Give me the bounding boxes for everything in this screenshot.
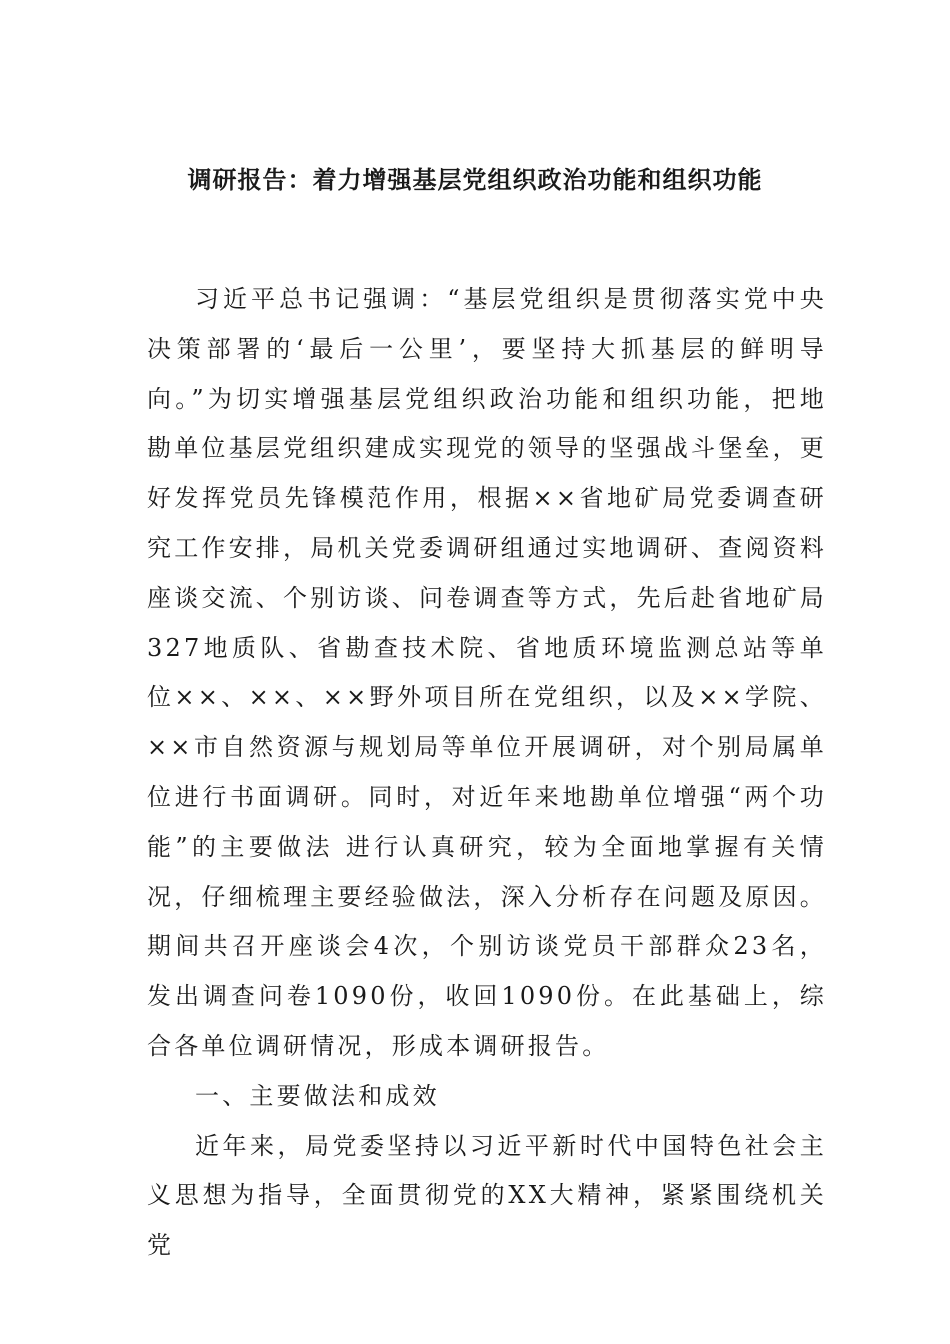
section-paragraph: 近年来，局党委坚持以习近平新时代中国特色社会主义思想为指导，全面贯彻党的XX大精神，紧紧围绕机关党	[147, 1131, 827, 1260]
document-title: 调研报告：着力增强基层党组织政治功能和组织功能	[187, 165, 763, 194]
intro-paragraph: 习近平总书记强调：“基层党组织是贯彻落实党中央决策部署的‘最后一公里’，要坚持大抓基层的鲜明导向。”为切实增强基层党组织政治功能和组织功能，把地勘单位基层党组织建成实现党的领导的坚强战斗堡垒，更好发挥党员先锋模范作用，根据××省地矿局党委调查研究工作安排，局机关党委调研组通过实地调研、查阅资料座谈交流、个别访谈、问卷调查等方式，先后赴省地矿局327地质队、省勘查技术院、省地质环境监测总站等单位××、××、××野外项目所在党组织，以及××学院、××市自然资源与规划局等单位开展调研，对个别局属单位进行书面调研。同时，对近年来地勘单位增强“两个功能”的主要做法 进行认真研究，较为全面地掌握有关情况，仔细梳理主要经验做法，深入分析存在问题及原因。期间共召开座谈会4次，个别访谈党员干部群众23名，发出调查问卷1090份，收回1090份。在此基础上，综合各单位调研情况，形成本调研报告。	[147, 285, 827, 1060]
document-body	[147, 275, 827, 1271]
section-heading: 一、主要做法和成效	[195, 1081, 440, 1110]
